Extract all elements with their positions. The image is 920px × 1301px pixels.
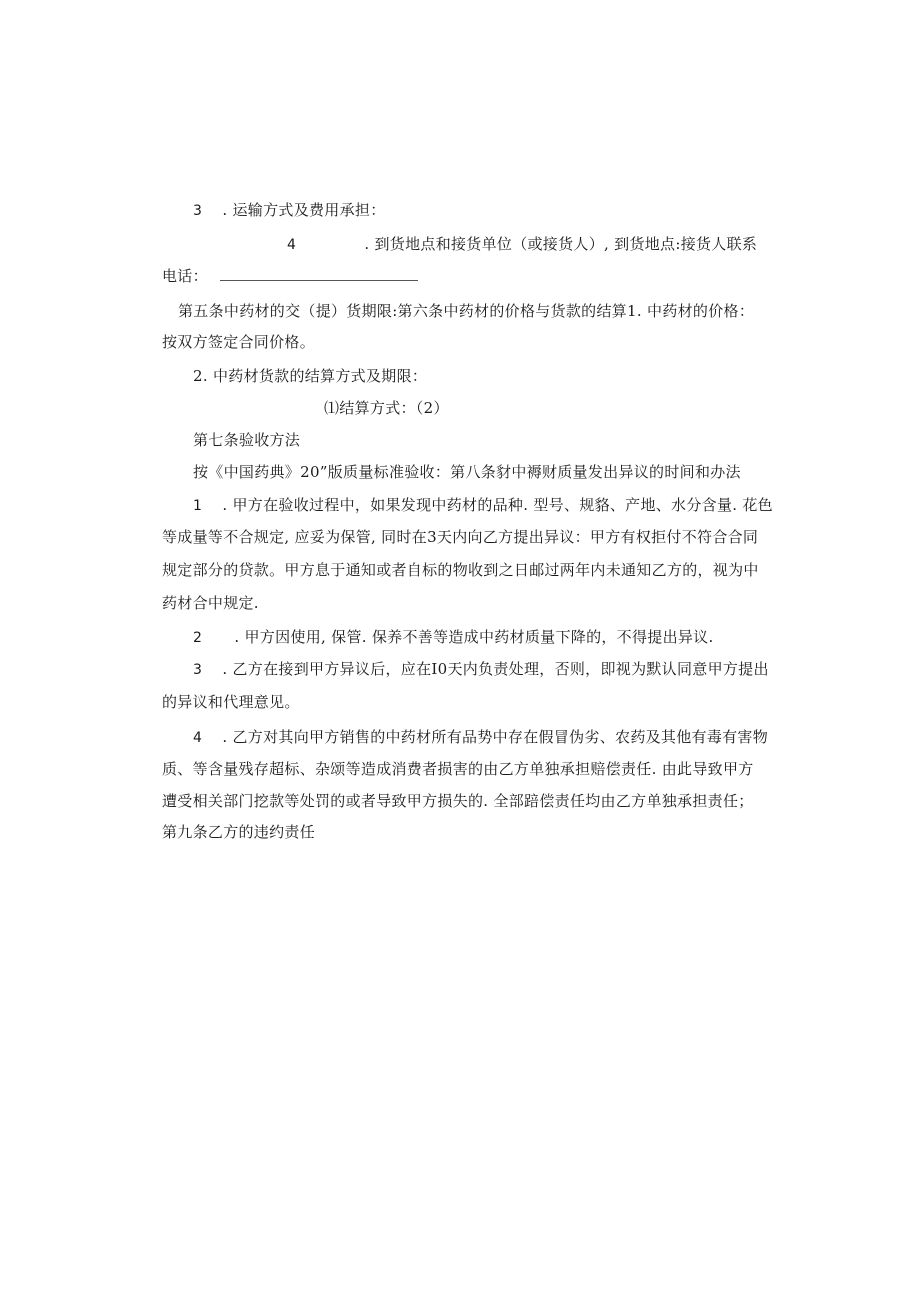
para-4-line-1 — [193, 727, 803, 748]
para-1-line-1 — [193, 495, 803, 516]
article-7-heading: 第七条验收方法 — [193, 431, 301, 449]
item-number: 4 — [287, 237, 297, 253]
settlement-method: ⑴结算方式：（2） — [324, 399, 449, 417]
phone-blank — [220, 266, 418, 281]
para-2-text: . 甲方因使用, 保管. 保养不善等造成中药材质量下降的，不得提出异议. — [234, 628, 714, 646]
item-number: 2 — [193, 630, 203, 646]
para-4-line-3: 遭受相关部门挖款等处罚的或者导致甲方损失的. 全部踣偿责任均由乙方单独承担责任； — [162, 792, 754, 810]
phone-label: 电话： — [162, 267, 208, 285]
para-3-text: . 乙方在接到甲方异议后，应在I0天内负责处理，否则，即视为默认同意甲方提出 — [222, 660, 769, 678]
item-number: 3 — [193, 662, 203, 678]
para-1-text: . 甲方在验收过程中，如果发现中药材的品种. 型号、规貉、产地、水分含量. 花色 — [222, 496, 773, 514]
delivery-text: . 到货地点和接货单位（或接货人）, 到货地点:接货人联系 — [364, 235, 758, 253]
para-4-line-2: 质、等含量残存超标、杂颂等造成消费者损害的由乙方单独承担赔偿责任. 由此导致甲方 — [162, 760, 754, 778]
transport-text: . 运输方式及费用承担： — [222, 201, 386, 219]
delivery-line — [287, 234, 897, 255]
para-2-line-1 — [193, 627, 803, 648]
para-1-line-3: 规定部分的贷款。甲方息于通知或者自标的物收到之日邮过两年内未通知乙方的，视为中 — [162, 561, 759, 579]
item-number: 3 — [193, 203, 203, 219]
para-1-line-2: 等成量等不合规定, 应妥为保管, 同时在3天内向乙方提出异议：甲方有权拒付不符合合同 — [162, 528, 759, 546]
article-9-heading: 第九条乙方的违约责任 — [162, 823, 316, 841]
article-7-line: 按《中国药典》20”版质量标准验收：第八条豺中褥财质量发出异议的时间和办法 — [193, 463, 741, 481]
para-3-line-1 — [193, 659, 803, 680]
transport-line — [193, 200, 803, 221]
article-5-line-2: 按双方签定合同价格。 — [162, 333, 316, 351]
para-1-line-4: 药材合中规定. — [162, 594, 259, 612]
settlement-heading: 2. 中药材货款的结算方式及期限： — [193, 367, 428, 385]
item-number: 1 — [193, 498, 203, 514]
item-number: 4 — [193, 730, 203, 746]
para-3-line-2: 的异议和代理意见。 — [162, 693, 300, 711]
phone-line — [162, 266, 772, 286]
para-4-text: . 乙方对其向甲方销售的中药材所有品势中存在假冒伪劣、农药及其他有毒有害物 — [222, 728, 769, 746]
article-5-line-1: 第五条中药材的交（提）货期限:第六条中药材的价格与货款的结算1. 中药材的价格： — [178, 302, 755, 320]
